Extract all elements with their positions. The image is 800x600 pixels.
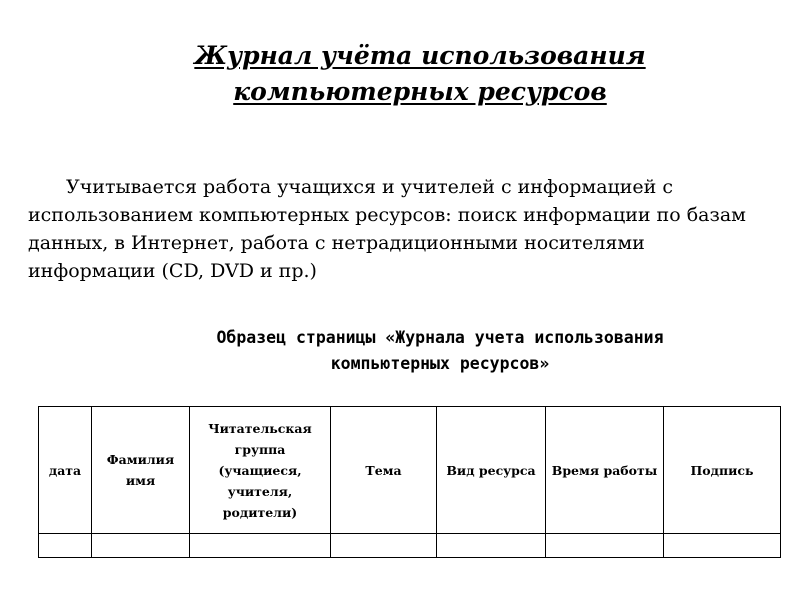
header-topic: Тема [331,407,437,534]
table-caption [100,325,780,377]
caption-line-1: Образец страницы «Журнала учета использования [216,328,664,347]
intro-paragraph: Учитывается работа учащихся и учителей с информацией с использованием компьютерных ресурсов: поиск информации по базам данных, в Интернет, работа с нетрадиционными носителями информации (CD, DVD и пр.) [28,176,746,282]
caption-line-2: компьютерных ресурсов» [330,354,550,373]
table-cell [437,534,546,558]
title-line-2: компьютерных ресурсов [233,77,607,106]
table-cell [664,534,781,558]
header-date: дата [39,407,92,534]
table-cell [39,534,92,558]
table-cell [190,534,331,558]
table-cell [92,534,190,558]
header-name: Фамилия имя [92,407,190,534]
table-row [39,534,781,558]
header-work-time: Время работы [546,407,664,534]
table-cell [546,534,664,558]
journal-table [38,406,781,558]
header-resource-type: Вид ресурса [437,407,546,534]
header-reader-group: Читательская группа (учащиеся, учителя, родители) [190,407,331,534]
page-title [0,38,800,110]
table-header-row [39,407,781,534]
header-signature: Подпись [664,407,781,534]
table-cell [331,534,437,558]
title-line-1: Журнал учёта использования [194,41,646,70]
